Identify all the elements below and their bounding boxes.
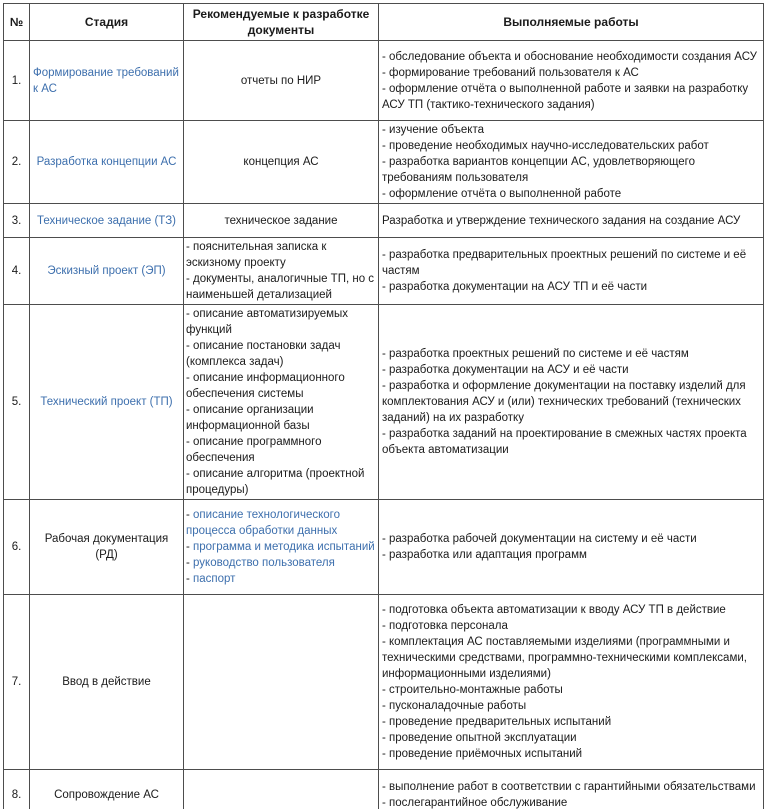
row-number-cell: 1. bbox=[4, 41, 30, 121]
work-item: - разработка вариантов концепции АС, удовлетворяющего требованиям пользователя bbox=[382, 156, 696, 184]
docs-cell bbox=[184, 204, 379, 238]
stage-cell bbox=[30, 204, 184, 238]
doc-item bbox=[186, 539, 376, 555]
work-item: - пусконаладочные работы bbox=[382, 700, 527, 712]
table-row bbox=[4, 305, 764, 500]
work-item: - строительно-монтажные работы bbox=[382, 684, 563, 696]
work-item: - проведение необходимых научно-исследовательских работ bbox=[382, 140, 709, 152]
doc-item bbox=[186, 434, 376, 466]
stage-label: Ввод в действие bbox=[62, 676, 151, 688]
doc-item bbox=[186, 271, 376, 303]
table-row bbox=[4, 204, 764, 238]
stage-cell bbox=[30, 305, 184, 500]
work-item: - выполнение работ в соответствии с гарантийными обязательствами bbox=[382, 781, 756, 793]
work-item: - разработка и оформление документации на поставку изделий для комплектования АСУ и (или) технических требований (технических заданий) на их разработку bbox=[382, 380, 746, 424]
doc-link[interactable]: описание технологического процесса обработки данных bbox=[186, 509, 340, 537]
work-item: - подготовка объекта автоматизации к вводу АСУ ТП в действие bbox=[382, 604, 726, 616]
header-cell-num: № bbox=[4, 4, 30, 41]
stage-link[interactable]: Эскизный проект (ЭП) bbox=[47, 265, 166, 277]
header-cell-stage: Стадия bbox=[30, 4, 184, 41]
work-item: - разработка рабочей документации на систему и её части bbox=[382, 533, 697, 545]
work-item: - разработка проектных решений по системе и её частям bbox=[382, 348, 689, 360]
works-cell bbox=[379, 204, 764, 238]
doc-text: - пояснительная записка к эскизному проекту bbox=[186, 241, 327, 269]
table-row bbox=[4, 770, 764, 809]
header-cell-docs: Рекомендуемые к разработке документы bbox=[184, 4, 379, 41]
work-item: - проведение опытной эксплуатации bbox=[382, 732, 577, 744]
works-cell bbox=[379, 41, 764, 121]
doc-text: - описание организации информационной базы bbox=[186, 404, 314, 432]
table-row bbox=[4, 238, 764, 305]
doc-label: техническое задание bbox=[224, 214, 338, 227]
header-cell-works: Выполняемые работы bbox=[379, 4, 764, 41]
row-number-cell: 8. bbox=[4, 770, 30, 809]
doc-item-dash: - bbox=[186, 541, 194, 553]
doc-item-dash: - bbox=[186, 557, 194, 569]
row-number-cell: 2. bbox=[4, 121, 30, 204]
table-header-row bbox=[4, 4, 764, 41]
row-number-cell: 7. bbox=[4, 595, 30, 770]
docs-cell bbox=[184, 770, 379, 809]
docs-cell bbox=[184, 238, 379, 305]
table-row bbox=[4, 121, 764, 204]
stage-link[interactable]: Формирование требований к АС bbox=[33, 66, 179, 95]
docs-cell bbox=[184, 305, 379, 500]
doc-link[interactable]: руководство пользователя bbox=[193, 557, 335, 569]
stage-link[interactable]: Разработка концепции АС bbox=[36, 156, 177, 168]
stage-cell bbox=[30, 595, 184, 770]
work-item: - послегарантийное обслуживание bbox=[382, 797, 568, 809]
stage-cell bbox=[30, 41, 184, 121]
table-row bbox=[4, 595, 764, 770]
doc-text: - документы, аналогичные ТП, но с наименьшей детализацией bbox=[186, 273, 375, 301]
doc-item bbox=[186, 571, 376, 587]
work-item: - подготовка персонала bbox=[382, 620, 508, 632]
work-item: - разработка документации на АСУ и её части bbox=[382, 364, 629, 376]
work-item: - разработка заданий на проектирование в смежных частях проекта объекта автоматизации bbox=[382, 428, 747, 456]
work-item: - проведение приёмочных испытаний bbox=[382, 748, 583, 760]
row-number-cell: 6. bbox=[4, 500, 30, 595]
doc-label: отчеты по НИР bbox=[240, 74, 322, 87]
doc-text: - описание информационного обеспечения системы bbox=[186, 372, 345, 400]
row-number-cell: 3. bbox=[4, 204, 30, 238]
doc-item-dash: - bbox=[186, 509, 194, 521]
work-item: - проведение предварительных испытаний bbox=[382, 716, 612, 728]
doc-item bbox=[186, 370, 376, 402]
doc-item bbox=[186, 402, 376, 434]
doc-item bbox=[186, 466, 376, 498]
doc-link[interactable]: программа и методика испытаний bbox=[193, 541, 375, 553]
doc-text: - описание автоматизируемых функций bbox=[186, 308, 349, 336]
docs-cell bbox=[184, 121, 379, 204]
work-item: Разработка и утверждение технического задания на создание АСУ bbox=[382, 214, 741, 227]
table-row bbox=[4, 41, 764, 121]
stage-cell bbox=[30, 770, 184, 809]
stage-cell bbox=[30, 500, 184, 595]
work-item: - разработка или адаптация программ bbox=[382, 549, 587, 561]
docs-cell bbox=[184, 41, 379, 121]
doc-text: - описание программного обеспечения bbox=[186, 436, 322, 464]
doc-item bbox=[186, 239, 376, 271]
stage-label: Сопровождение АС bbox=[54, 789, 159, 801]
stage-link[interactable]: Технический проект (ТП) bbox=[40, 396, 173, 408]
work-item: - оформление отчёта о выполненной работе и заявки на разработку АСУ ТП (тактико-технического задания) bbox=[382, 82, 749, 111]
row-number-cell: 5. bbox=[4, 305, 30, 500]
doc-item bbox=[186, 338, 376, 370]
works-cell bbox=[379, 121, 764, 204]
doc-item bbox=[186, 507, 376, 539]
works-cell bbox=[379, 595, 764, 770]
work-item: - оформление отчёта о выполненной работе bbox=[382, 188, 622, 200]
docs-cell bbox=[184, 595, 379, 770]
stage-link[interactable]: Техническое задание (ТЗ) bbox=[37, 214, 176, 227]
docs-cell bbox=[184, 500, 379, 595]
doc-link[interactable]: паспорт bbox=[193, 573, 236, 585]
work-item: - формирование требований пользователя к АС bbox=[382, 66, 639, 79]
row-number-cell: 4. bbox=[4, 238, 30, 305]
stage-label: Рабочая документация (РД) bbox=[44, 533, 169, 561]
doc-text: - описание алгоритма (проектной процедуры) bbox=[186, 468, 365, 496]
doc-item-dash: - bbox=[186, 573, 194, 585]
works-cell bbox=[379, 238, 764, 305]
stages-table bbox=[3, 3, 764, 809]
works-cell bbox=[379, 305, 764, 500]
doc-item bbox=[186, 555, 376, 571]
work-item: - комплектация АС поставляемыми изделиями (программными и техническими средствами, программно-техническими комплексами, информационными изделиями) bbox=[382, 636, 747, 680]
works-cell bbox=[379, 500, 764, 595]
doc-item bbox=[186, 306, 376, 338]
work-item: - разработка предварительных проектных решений по системе и её частям bbox=[382, 249, 747, 277]
work-item: - обследование объекта и обоснование необходимости создания АСУ bbox=[382, 50, 757, 63]
table-row bbox=[4, 500, 764, 595]
stage-cell bbox=[30, 238, 184, 305]
stage-cell bbox=[30, 121, 184, 204]
doc-text: - описание постановки задач (комплекса задач) bbox=[186, 340, 341, 368]
doc-label: концепция АС bbox=[243, 156, 319, 168]
work-item: - изучение объекта bbox=[382, 124, 484, 136]
work-item: - разработка документации на АСУ ТП и её части bbox=[382, 281, 648, 293]
works-cell bbox=[379, 770, 764, 809]
